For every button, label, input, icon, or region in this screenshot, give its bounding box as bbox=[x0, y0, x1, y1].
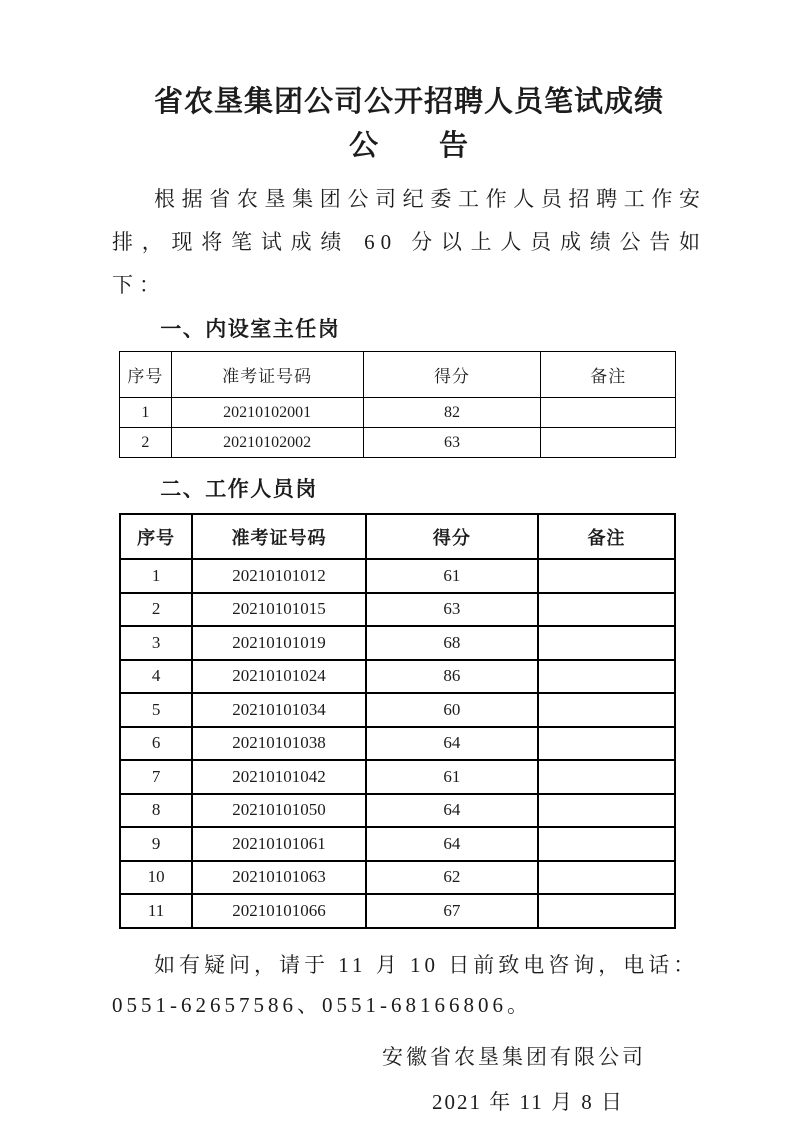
table-cell bbox=[538, 626, 675, 660]
table-cell: 11 bbox=[120, 894, 192, 928]
table-cell: 20210101063 bbox=[192, 861, 366, 895]
table-cell bbox=[538, 593, 675, 627]
table-cell: 20210101066 bbox=[192, 894, 366, 928]
table-cell: 82 bbox=[363, 398, 541, 428]
table-cell: 6 bbox=[120, 727, 192, 761]
table-cell bbox=[538, 559, 675, 593]
table-cell bbox=[538, 693, 675, 727]
table-cell: 8 bbox=[120, 794, 192, 828]
table-cell: 20210101015 bbox=[192, 593, 366, 627]
column-header: 准考证号码 bbox=[192, 514, 366, 559]
table-row bbox=[120, 894, 675, 928]
signature-company: 安徽省农垦集团有限公司 bbox=[382, 1044, 646, 1069]
table-cell: 5 bbox=[120, 693, 192, 727]
closing-paragraph bbox=[112, 945, 706, 1025]
table-cell: 2 bbox=[120, 593, 192, 627]
table-cell bbox=[538, 861, 675, 895]
table-cell: 64 bbox=[366, 727, 538, 761]
table-row bbox=[120, 593, 675, 627]
table-cell: 20210101019 bbox=[192, 626, 366, 660]
table-cell: 20210102001 bbox=[171, 398, 363, 428]
column-header: 得分 bbox=[363, 352, 541, 398]
table-cell: 20210101024 bbox=[192, 660, 366, 694]
score-table-staff-post bbox=[119, 513, 676, 929]
column-header: 序号 bbox=[120, 514, 192, 559]
table-cell: 20210101038 bbox=[192, 727, 366, 761]
section2-heading: 二、工作人员岗 bbox=[160, 477, 318, 501]
table-cell: 3 bbox=[120, 626, 192, 660]
table-cell: 64 bbox=[366, 827, 538, 861]
table-row bbox=[120, 861, 675, 895]
table-row bbox=[120, 794, 675, 828]
table-row bbox=[120, 727, 675, 761]
table-cell: 67 bbox=[366, 894, 538, 928]
doc-title-line2: 公 告 bbox=[348, 130, 469, 162]
table-cell: 20210101050 bbox=[192, 794, 366, 828]
table-row bbox=[120, 626, 675, 660]
table-row bbox=[120, 827, 675, 861]
table-cell bbox=[538, 660, 675, 694]
table-cell bbox=[541, 398, 676, 428]
column-header: 备注 bbox=[538, 514, 675, 559]
table-cell: 4 bbox=[120, 660, 192, 694]
column-header: 序号 bbox=[120, 352, 172, 398]
table-cell: 64 bbox=[366, 794, 538, 828]
table-cell: 10 bbox=[120, 861, 192, 895]
table-cell: 61 bbox=[366, 559, 538, 593]
column-header: 准考证号码 bbox=[171, 352, 363, 398]
table-cell: 7 bbox=[120, 760, 192, 794]
table-cell: 20210101012 bbox=[192, 559, 366, 593]
closing-line2: 0551-62657586、0551-68166806。 bbox=[112, 992, 532, 1017]
table-cell bbox=[538, 827, 675, 861]
table-cell: 9 bbox=[120, 827, 192, 861]
table-cell: 20210101061 bbox=[192, 827, 366, 861]
column-header: 备注 bbox=[541, 352, 676, 398]
table-cell: 1 bbox=[120, 559, 192, 593]
score-table-director-post bbox=[119, 351, 676, 458]
table-cell bbox=[538, 727, 675, 761]
signature-date: 2021 年 11 月 8 日 bbox=[432, 1089, 624, 1114]
table-cell: 20210102002 bbox=[171, 428, 363, 458]
table-row bbox=[120, 760, 675, 794]
table-row bbox=[120, 693, 675, 727]
table-header-row bbox=[120, 514, 675, 559]
table-row bbox=[120, 428, 676, 458]
table-cell bbox=[538, 760, 675, 794]
table-header-row bbox=[120, 352, 676, 398]
closing-line1: 如有疑问，请于 11 月 10 日前致电咨询，电话： bbox=[154, 952, 699, 977]
table-cell: 20210101034 bbox=[192, 693, 366, 727]
table-cell: 60 bbox=[366, 693, 538, 727]
table-cell bbox=[538, 894, 675, 928]
table-cell: 68 bbox=[366, 626, 538, 660]
table-cell: 63 bbox=[363, 428, 541, 458]
intro-paragraph: 根据省农垦集团公司纪委工作人员招聘工作安排，现将笔试成绩 60 分以上人员成绩公告如下： bbox=[112, 187, 706, 297]
table-cell: 1 bbox=[120, 398, 172, 428]
table-cell bbox=[538, 794, 675, 828]
table-row bbox=[120, 559, 675, 593]
table-cell: 20210101042 bbox=[192, 760, 366, 794]
table-cell bbox=[541, 428, 676, 458]
table-row bbox=[120, 660, 675, 694]
section1-heading: 一、内设室主任岗 bbox=[160, 317, 341, 341]
table-cell: 62 bbox=[366, 861, 538, 895]
doc-title-line1: 省农垦集团公司公开招聘人员笔试成绩 bbox=[153, 86, 664, 118]
table-row bbox=[120, 398, 676, 428]
table-cell: 61 bbox=[366, 760, 538, 794]
table-cell: 63 bbox=[366, 593, 538, 627]
table-cell: 86 bbox=[366, 660, 538, 694]
column-header: 得分 bbox=[366, 514, 538, 559]
table-cell: 2 bbox=[120, 428, 172, 458]
